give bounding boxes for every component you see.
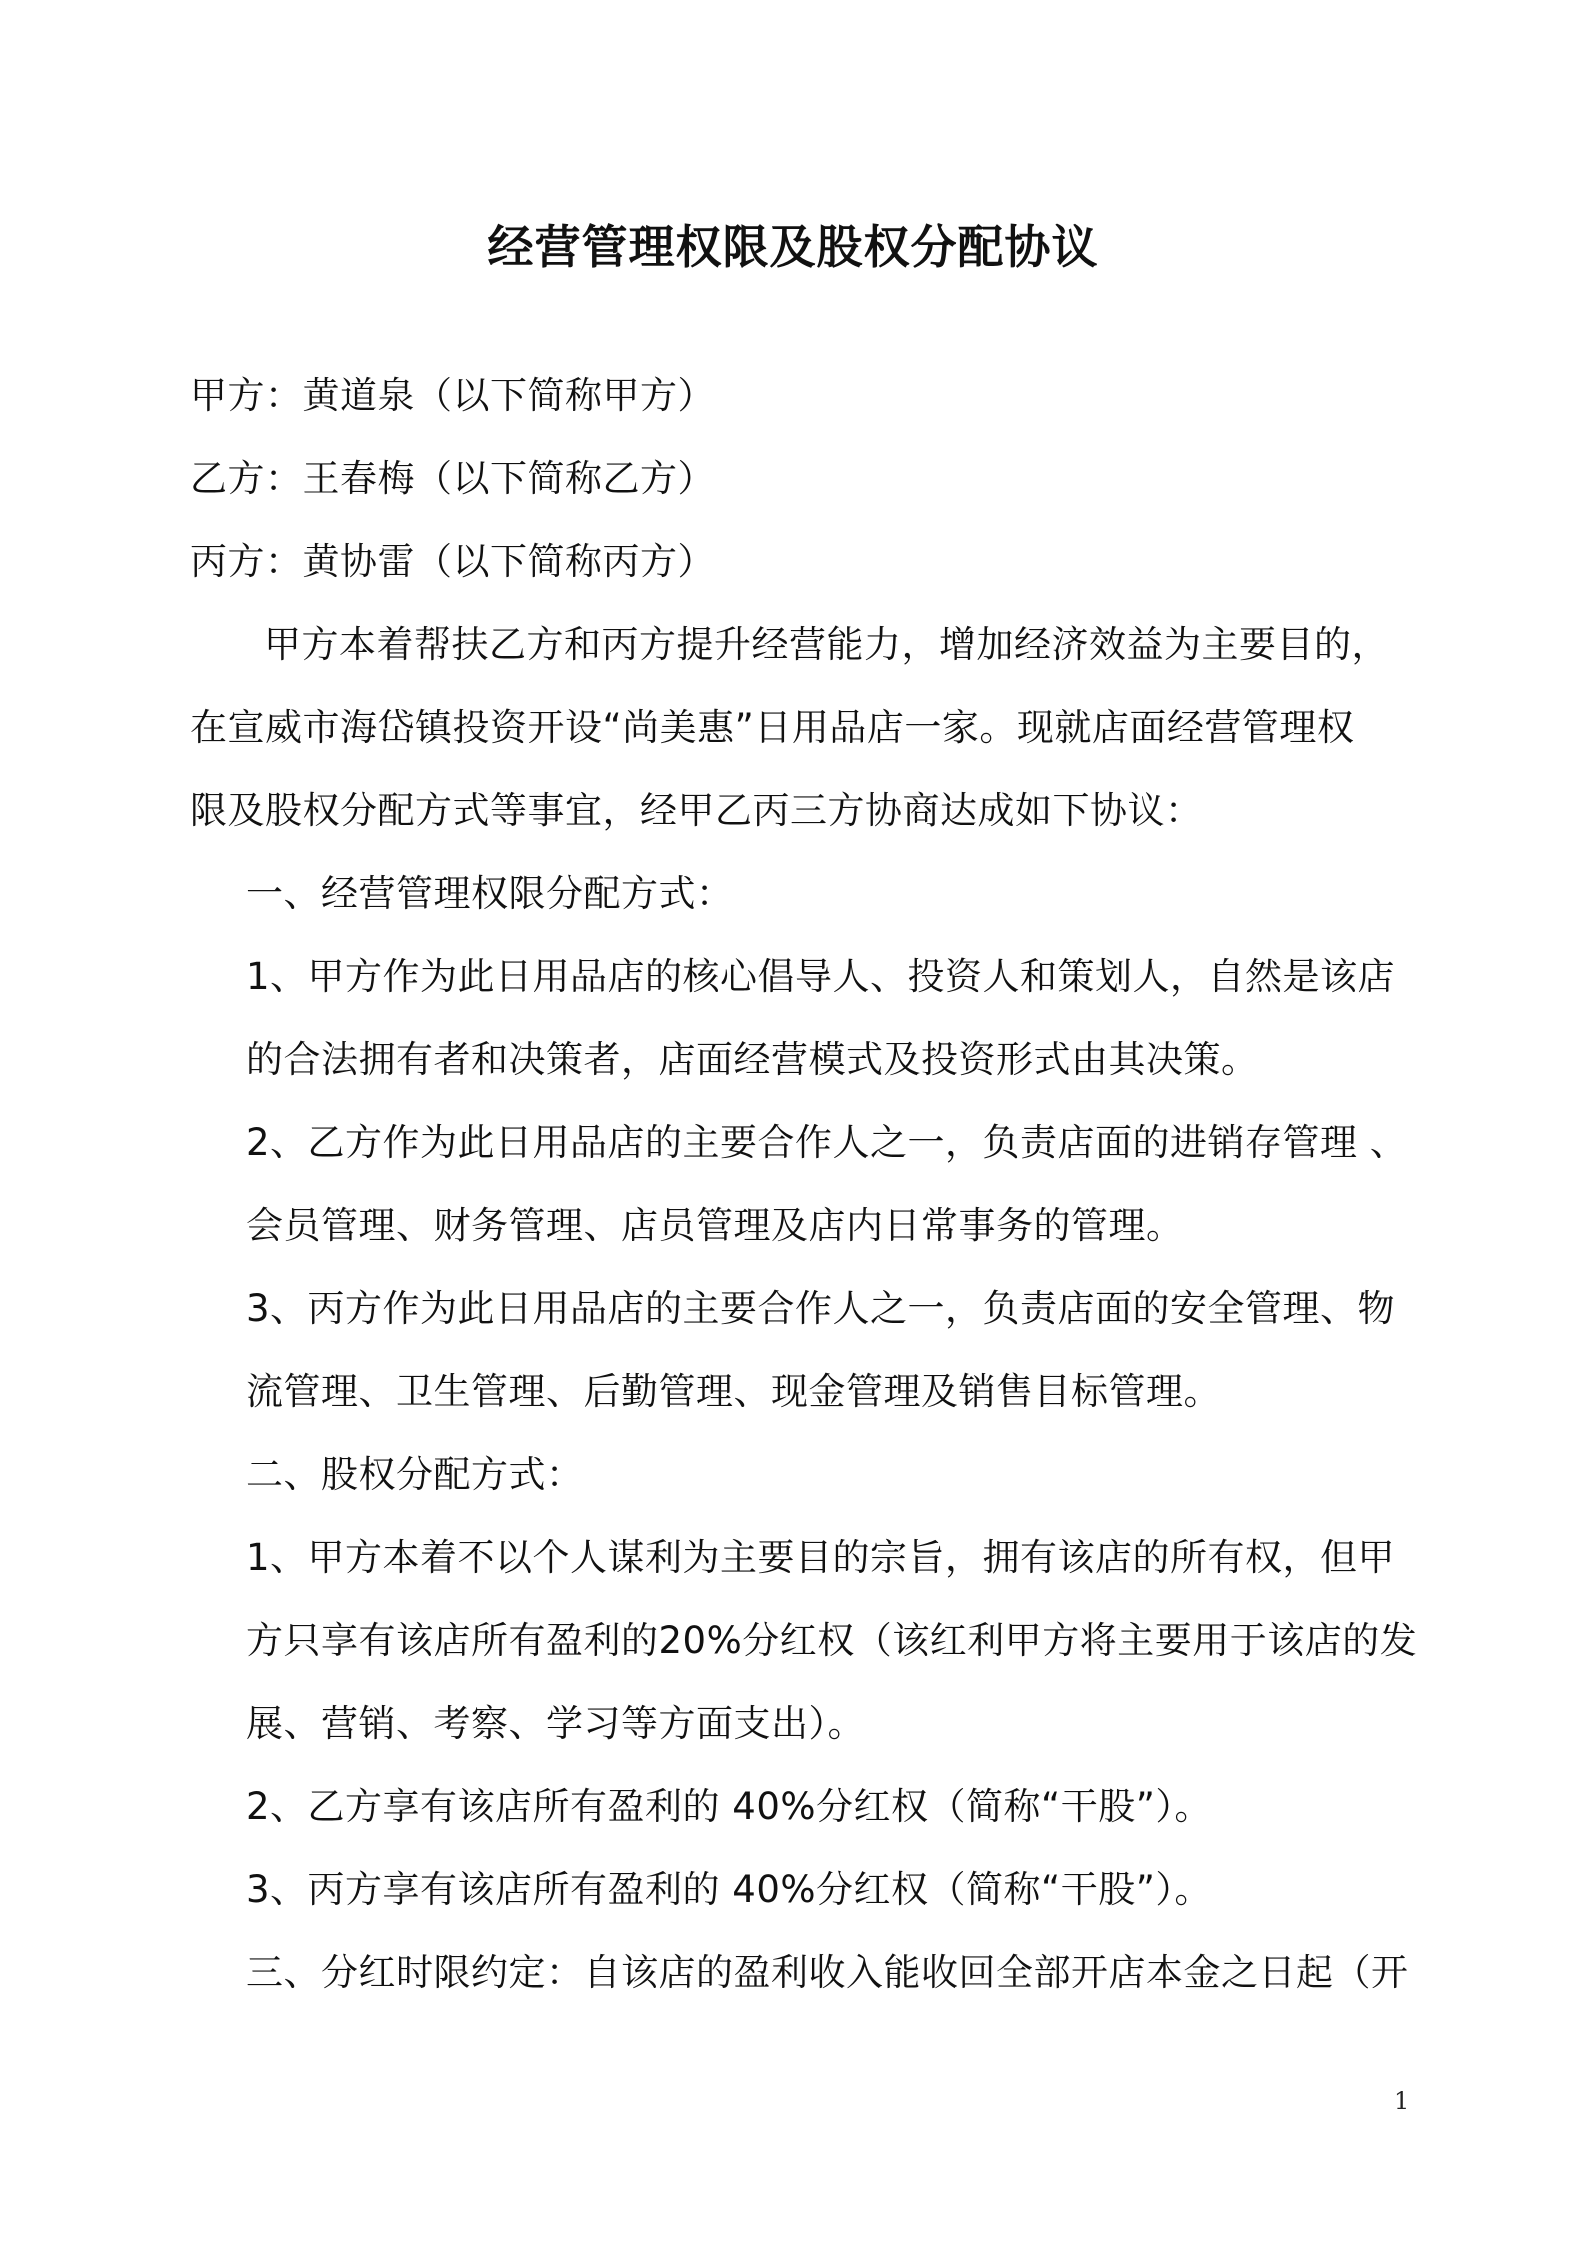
party-c-line: 丙方：黄协雷（以下简称丙方） [190,540,715,583]
section-2-item-1-line-3: 展、营销、考察、学习等方面支出）。 [246,1702,865,1745]
party-a-line: 甲方：黄道泉（以下简称甲方） [190,374,715,417]
party-b-line: 乙方：王春梅（以下简称乙方） [190,457,715,500]
section-3-heading: 三、分红时限约定：自该店的盈利收入能收回全部开店本金之日起（开 [246,1951,1409,1994]
section-1-item-1-line-1: 1、甲方作为此日用品店的核心倡导人、投资人和策划人，自然是该店 [246,955,1396,998]
section-2-item-1-line-1: 1、甲方本着不以个人谋利为主要目的宗旨，拥有该店的所有权，但甲 [246,1536,1396,1579]
section-1-item-2-line-2: 会员管理、财务管理、店员管理及店内日常事务的管理。 [246,1204,1184,1247]
section-2-item-1-line-2: 方只享有该店所有盈利的20%分红权（该红利甲方将主要用于该店的发 [246,1619,1418,1662]
intro-line-2: 在宣威市海岱镇投资开设“尚美惠”日用品店一家。现就店面经营管理权 [190,706,1355,749]
section-1-item-3-line-1: 3、丙方作为此日用品店的主要合作人之一，负责店面的安全管理、物 [246,1287,1396,1330]
section-1-heading: 一、经营管理权限分配方式： [246,872,734,915]
intro-line-3: 限及股权分配方式等事宜，经甲乙丙三方协商达成如下协议： [190,789,1203,832]
section-1-item-1-line-2: 的合法拥有者和决策者，店面经营模式及投资形式由其决策。 [246,1038,1259,1081]
section-1-item-3-line-2: 流管理、卫生管理、后勤管理、现金管理及销售目标管理。 [246,1370,1221,1413]
section-2-item-3: 3、丙方享有该店所有盈利的 40%分红权（简称“干股”）。 [246,1868,1212,1911]
section-2-item-2: 2、乙方享有该店所有盈利的 40%分红权（简称“干股”）。 [246,1785,1212,1828]
page-number: 1 [1394,2087,1410,2115]
section-1-item-2-line-1: 2、乙方作为此日用品店的主要合作人之一，负责店面的进销存管理 、 [246,1121,1408,1164]
document-title: 经营管理权限及股权分配协议 [487,220,1099,274]
intro-line-1: 甲方本着帮扶乙方和丙方提升经营能力，增加经济效益为主要目的， [264,623,1389,666]
section-2-heading: 二、股权分配方式： [246,1453,584,1496]
